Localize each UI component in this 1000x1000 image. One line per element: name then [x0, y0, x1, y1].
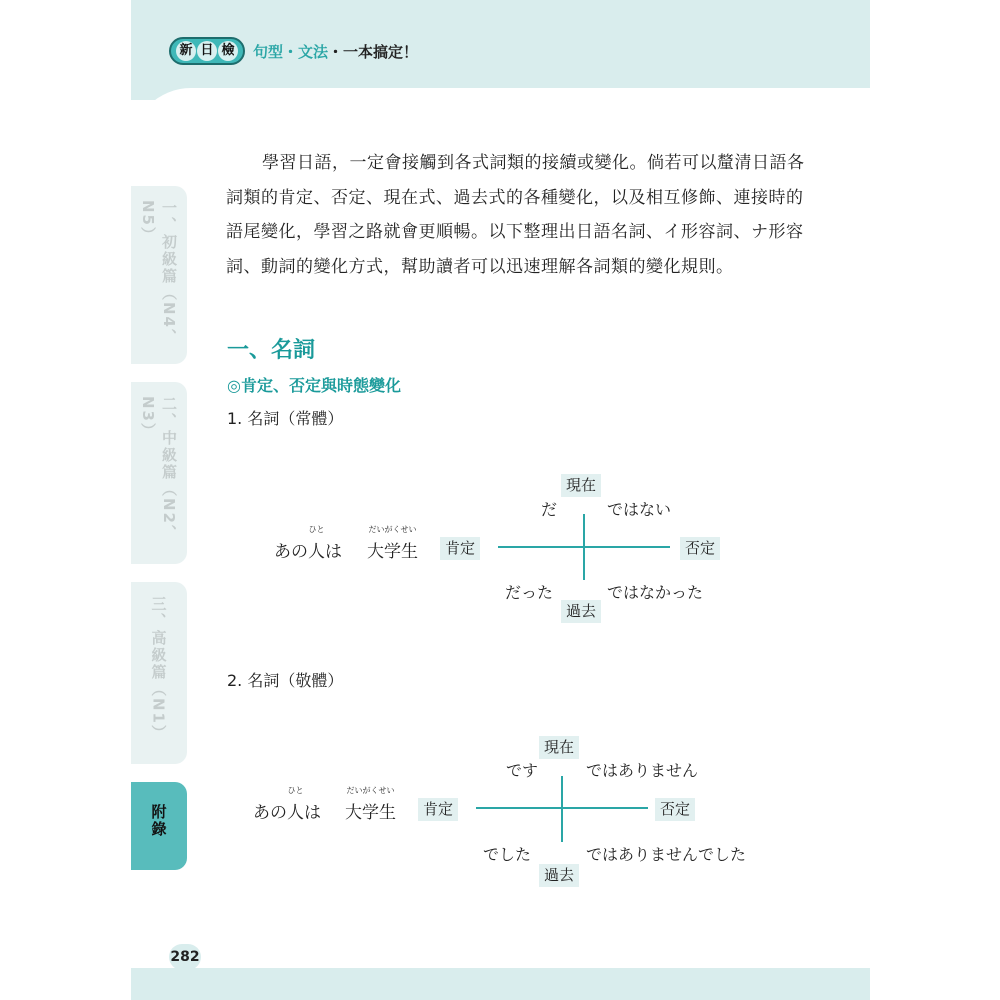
label-present: 現在: [539, 736, 579, 759]
ruby-word: [308, 525, 325, 562]
page-number: 282: [169, 944, 201, 970]
sentence-part: あの: [253, 803, 287, 823]
tab-beginner[interactable]: [131, 186, 187, 364]
sentence-part: あの: [274, 542, 308, 562]
furigana: だいがくせい: [368, 525, 417, 534]
subsection-title: ◎肯定、否定與時態變化: [227, 376, 401, 395]
sentence-part: は: [325, 542, 342, 562]
label-affirm: 肯定: [440, 537, 480, 560]
form-present-affirm: だ: [541, 500, 558, 519]
tab-label: 附錄: [149, 804, 168, 838]
series-logo: [169, 37, 245, 65]
tab-appendix[interactable]: [131, 782, 187, 870]
tab-label: 三、高級篇（N1）: [149, 596, 168, 742]
label-past: 過去: [561, 600, 601, 623]
label-affirm: 肯定: [418, 798, 458, 821]
series-char: 日: [197, 41, 217, 61]
form-past-affirm: だった: [505, 583, 554, 602]
tab-advanced[interactable]: [131, 582, 187, 764]
furigana: ひと: [287, 786, 304, 795]
ruby-word: [345, 786, 396, 823]
series-char: 新: [176, 41, 196, 61]
example-sentence: [274, 525, 342, 562]
diagram-heading: 2. 名詞（敬體）: [227, 671, 344, 690]
label-negate: 否定: [680, 537, 720, 560]
axis-vertical: [561, 776, 563, 842]
series-title-rest: ・一本搞定！: [328, 42, 419, 61]
ruby-word: [287, 786, 304, 823]
series-char: 檢: [218, 41, 238, 61]
example-noun: [345, 786, 396, 823]
tab-label: 二、中級篇（N2、N3）: [139, 396, 178, 542]
section-title: 一、名詞: [227, 338, 316, 363]
sentence-part: は: [304, 803, 321, 823]
intro-paragraph: 學習日語，一定會接觸到各式詞類的接續或變化。倘若可以釐清日語各詞類的肯定、否定、現在式、過去式的各種變化，以及相互修飾、連接時的語尾變化，學習之路就會更順暢。以下整理出日語名詞、イ形容詞、ナ形容詞、動詞的變化方式，幫助讀者可以迅速理解各詞類的變化規則。: [226, 153, 805, 277]
diagram-heading: 1. 名詞（常體）: [227, 409, 344, 428]
tab-label: 一、初級篇（N4、N5）: [139, 200, 178, 346]
example-noun: [367, 525, 418, 562]
furigana: だいがくせい: [346, 786, 395, 795]
sentence-kanji: 人: [308, 542, 325, 562]
form-present-negate: ではありません: [586, 761, 699, 780]
form-present-affirm: です: [506, 761, 539, 780]
label-past: 過去: [539, 864, 579, 887]
label-present: 現在: [561, 474, 601, 497]
form-past-negate: ではなかった: [607, 583, 704, 602]
sentence-kanji: 人: [287, 803, 304, 823]
series-title: [169, 37, 418, 65]
label-negate: 否定: [655, 798, 695, 821]
book-page: [131, 0, 870, 1000]
axis-vertical: [583, 514, 585, 580]
tab-intermediate[interactable]: [131, 382, 187, 564]
example-sentence: [253, 786, 321, 823]
form-present-negate: ではない: [607, 500, 672, 519]
furigana: ひと: [308, 525, 325, 534]
sentence-kanji: 大学生: [367, 542, 418, 562]
form-past-affirm: でした: [483, 845, 532, 864]
series-title-colored: 句型・文法: [253, 42, 329, 61]
ruby-word: [367, 525, 418, 562]
form-past-negate: ではありませんでした: [586, 845, 747, 864]
sentence-kanji: 大学生: [345, 803, 396, 823]
